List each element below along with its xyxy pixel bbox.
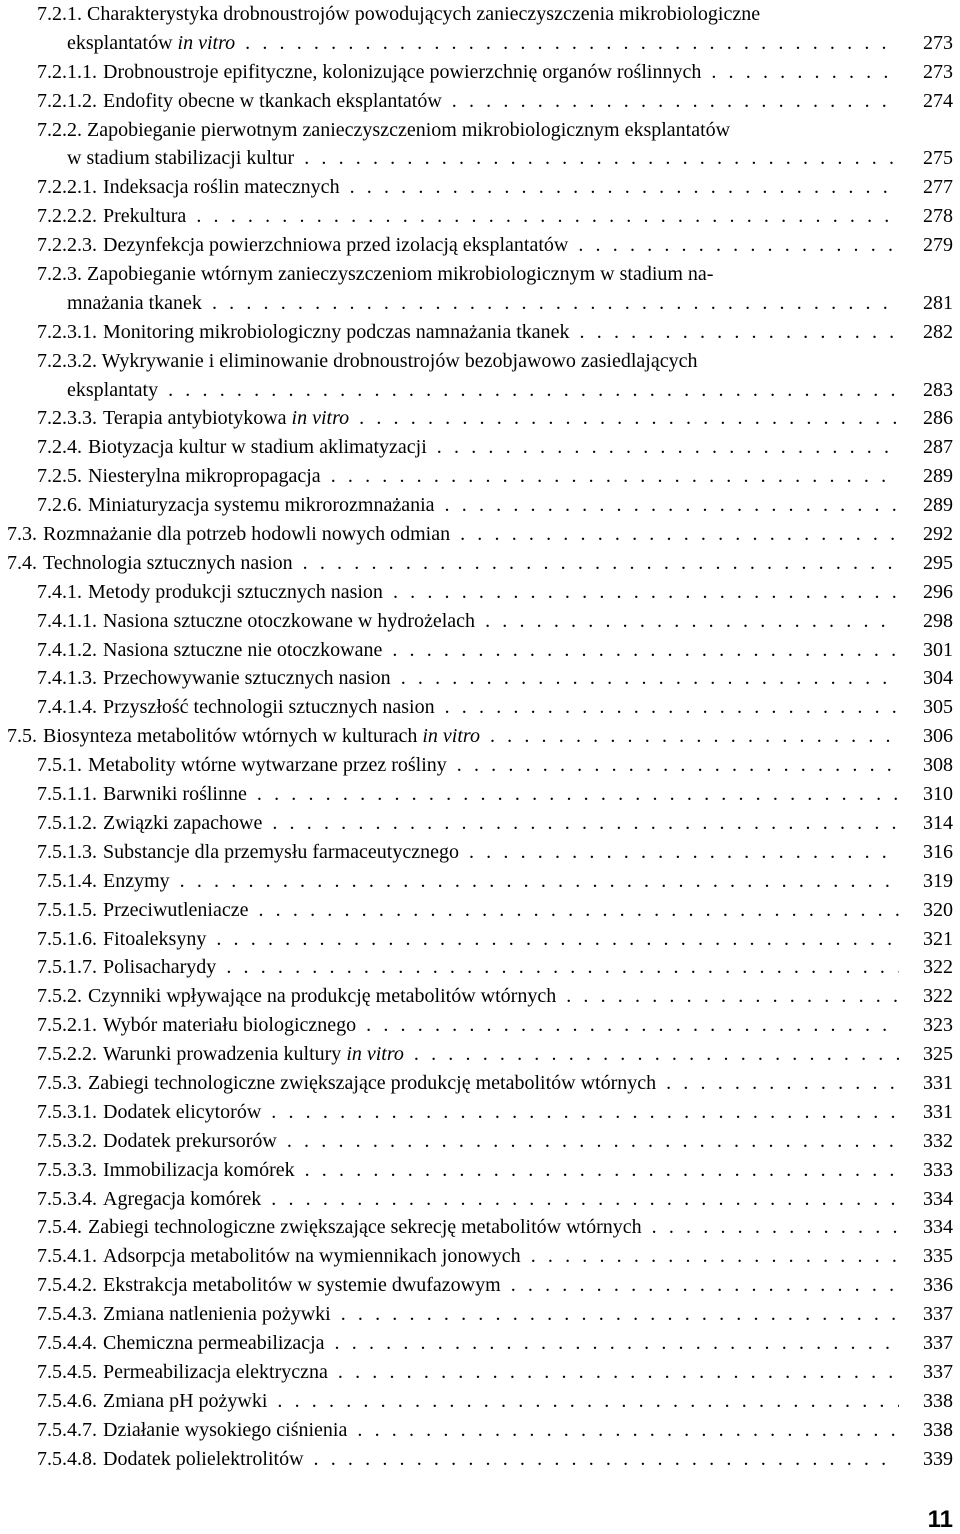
toc-entry — [7, 982, 957, 1011]
toc-entry-title — [88, 1069, 656, 1098]
toc-entry-number: 7.5.1.6. — [37, 927, 97, 950]
dot-leader — [414, 1040, 899, 1069]
dot-leader — [304, 144, 899, 173]
toc-entry-page: 316 — [923, 840, 953, 863]
toc-entry-number: 7.2.4. — [37, 436, 82, 459]
toc-entry-number: 7.5.4.5. — [37, 1360, 97, 1383]
toc-entry — [7, 867, 957, 896]
dot-leader — [212, 289, 899, 318]
toc-entry-title — [103, 202, 186, 231]
toc-entry-italic-text: in vitro — [177, 31, 236, 54]
toc-entry-page: 322 — [923, 985, 953, 1008]
toc-entry-number: 7.5.1.7. — [37, 956, 97, 979]
toc-entry-title-text: Chemiczna permeabilizacja — [103, 1331, 325, 1354]
toc-entry — [7, 462, 957, 491]
toc-entry-number: 7.5.1.4. — [37, 869, 97, 892]
toc-entry-title — [88, 751, 447, 780]
toc-entry-page: 281 — [923, 291, 953, 314]
dot-leader — [359, 404, 899, 433]
toc-entry-title — [103, 231, 568, 260]
toc-entry-page: 273 — [923, 31, 953, 54]
toc-entry — [7, 404, 957, 433]
toc-entry-page: 337 — [923, 1331, 953, 1354]
toc-entry-number: 7.4.1.4. — [37, 696, 97, 719]
dot-leader — [335, 1329, 899, 1358]
dot-leader — [314, 1445, 899, 1474]
dot-leader — [580, 318, 899, 347]
toc-entry-title-text: Technologia sztucznych nasion — [43, 551, 293, 574]
toc-entry-title-text: Drobnoustroje epifityczne, kolonizujące powierzchnię organów roślinnych — [103, 60, 702, 83]
toc-entry-number: 7.5.4. — [37, 1216, 82, 1239]
toc-entry-title — [43, 549, 293, 578]
toc-entry-number: 7.5.1.5. — [37, 898, 97, 921]
toc-entry-number: 7.5.3.3. — [37, 1158, 97, 1181]
toc-entry-title-text: Czynniki wpływające na produkcję metabolitów wtórnych — [88, 985, 557, 1008]
toc-entry-page: 298 — [923, 609, 953, 632]
toc-entry-title: Wykrywanie i eliminowanie drobnoustrojów bezobjawowo zasiedlających — [101, 349, 698, 372]
toc-entry-number: 7.5.4.8. — [37, 1447, 97, 1470]
toc-entry — [7, 1127, 957, 1156]
toc-entry-title — [103, 1040, 404, 1069]
toc-entry-page: 286 — [923, 407, 953, 430]
dot-leader — [180, 867, 899, 896]
table-of-contents — [7, 0, 957, 1473]
dot-leader — [357, 1416, 899, 1445]
toc-entry-title-text: Monitoring mikrobiologiczny podczas namnażania tkanek — [103, 320, 570, 343]
toc-entry-number: 7.2.1.2. — [37, 89, 97, 112]
toc-entry-page: 331 — [923, 1071, 953, 1094]
toc-entry-title — [103, 1098, 261, 1127]
toc-entry-number: 7.5.4.2. — [37, 1274, 97, 1297]
dot-leader — [392, 636, 899, 665]
toc-entry-title — [103, 636, 382, 665]
toc-entry-title — [103, 318, 570, 347]
toc-entry-page: 282 — [923, 320, 953, 343]
toc-entry-page: 334 — [923, 1187, 953, 1210]
toc-entry-title — [103, 1185, 261, 1214]
toc-entry-italic-text: in vitro — [422, 725, 480, 748]
page-number: 11 — [927, 1506, 953, 1533]
toc-entry-title: Charakterystyka drobnoustrojów powodujących zanieczyszczenia mikrobiologiczne — [87, 3, 761, 25]
toc-entry-title-text: Zmiana pH pożywki — [103, 1389, 268, 1412]
toc-entry-title — [103, 925, 206, 954]
dot-leader — [168, 376, 899, 405]
toc-entry-title-text: Dodatek prekursorów — [103, 1129, 277, 1152]
toc-entry-title — [103, 664, 391, 693]
toc-entry-title — [103, 1300, 331, 1329]
toc-entry — [7, 1271, 957, 1300]
toc-entry-title-text: Prekultura — [103, 205, 187, 228]
toc-entry-title-text: Endofity obecne w tkankach eksplantatów — [103, 89, 442, 112]
toc-entry-italic-text: in vitro — [291, 407, 350, 430]
toc-entry-title — [103, 1358, 328, 1387]
toc-entry-page: 296 — [923, 580, 953, 603]
toc-entry-title — [103, 780, 247, 809]
toc-entry-page: 277 — [923, 176, 953, 199]
toc-entry — [7, 1213, 957, 1242]
toc-entry-page: 283 — [923, 378, 953, 401]
toc-entry-number: 7.2.2.3. — [37, 234, 97, 257]
toc-entry-title-text: Ekstrakcja metabolitów w systemie dwufazowym — [103, 1274, 501, 1297]
toc-entry — [7, 520, 957, 549]
toc-entry-number: 7.2.1. — [37, 3, 82, 25]
toc-entry-title-text: Przechowywanie sztucznych nasion — [103, 667, 391, 690]
toc-entry-title — [103, 1242, 521, 1271]
toc-entry-page: 274 — [923, 89, 953, 112]
toc-entry-title — [103, 1156, 295, 1185]
toc-entry-number: 7.2.2.1. — [37, 176, 97, 199]
toc-entry-number: 7.5.1.3. — [37, 840, 97, 863]
toc-entry — [7, 722, 957, 751]
dot-leader — [469, 838, 899, 867]
toc-entry-title — [88, 491, 435, 520]
toc-entry — [7, 809, 957, 838]
toc-entry-title-text: Metody produkcji sztucznych nasion — [88, 580, 383, 603]
dot-leader — [511, 1271, 899, 1300]
toc-entry-title-text: Dezynfekcja powierzchniowa przed izolacją eksplantatów — [103, 234, 569, 257]
toc-entry-number: 7.5.1.2. — [37, 811, 97, 834]
toc-entry-title — [43, 520, 450, 549]
toc-entry-title — [103, 173, 340, 202]
toc-entry — [7, 1445, 957, 1474]
toc-entry — [7, 202, 957, 231]
toc-entry-title-text: Indeksacja roślin matecznych — [103, 176, 340, 199]
toc-entry-title — [103, 607, 475, 636]
toc-entry-number: 7.2.3.1. — [37, 320, 97, 343]
toc-entry — [7, 925, 957, 954]
toc-entry — [7, 1387, 957, 1416]
toc-entry-title — [103, 953, 216, 982]
toc-entry-number: 7.4.1.2. — [37, 638, 97, 661]
toc-entry-title-text: Metabolity wtórne wytwarzane przez rośliny — [88, 754, 447, 777]
toc-entry — [7, 1329, 957, 1358]
dot-leader — [257, 780, 899, 809]
toc-entry-title-text: Agregacja komórek — [103, 1187, 262, 1210]
toc-entry-page: 338 — [923, 1418, 953, 1441]
toc-entry-title: Zapobieganie pierwotnym zanieczyszczeniom mikrobiologicznym eksplantatów — [87, 118, 731, 141]
dot-leader — [305, 1156, 899, 1185]
toc-entry-page: 322 — [923, 956, 953, 979]
dot-leader — [566, 982, 899, 1011]
dot-leader — [216, 925, 899, 954]
toc-entry-title — [103, 1416, 347, 1445]
toc-entry-number: 7.4.1. — [37, 580, 82, 603]
toc-entry-page: 306 — [923, 725, 953, 748]
toc-entry — [7, 58, 957, 87]
toc-entry-page: 314 — [923, 811, 953, 834]
toc-entry-number: 7.2.2.2. — [37, 205, 97, 228]
toc-entry-number: 7.2.1.1. — [37, 60, 97, 83]
toc-entry-page: 337 — [923, 1303, 953, 1326]
toc-entry-number: 7.5.3.4. — [37, 1187, 97, 1210]
toc-entry — [7, 318, 957, 347]
dot-leader — [338, 1358, 899, 1387]
toc-entry-title — [103, 809, 262, 838]
toc-entry-title-text: Adsorpcja metabolitów na wymiennikach jonowych — [103, 1245, 521, 1268]
toc-entry-page: 289 — [923, 494, 953, 517]
dot-leader — [578, 231, 899, 260]
dot-leader — [272, 809, 899, 838]
toc-entry-number: 7.3. — [7, 523, 37, 546]
dot-leader — [258, 896, 899, 925]
toc-entry-title — [103, 896, 248, 925]
toc-entry — [7, 433, 957, 462]
toc-entry — [7, 578, 957, 607]
toc-entry-title-text: Barwniki roślinne — [103, 783, 247, 806]
toc-entry-page: 308 — [923, 754, 953, 777]
toc-entry-page: 292 — [923, 523, 953, 546]
toc-entry — [7, 1358, 957, 1387]
toc-entry-page: 287 — [923, 436, 953, 459]
dot-leader — [711, 58, 899, 87]
dot-leader — [287, 1127, 899, 1156]
toc-entry-title — [43, 722, 480, 751]
toc-entry — [7, 0, 957, 58]
toc-entry — [7, 607, 957, 636]
toc-entry-number: 7.5.2.1. — [37, 1014, 97, 1037]
toc-entry — [7, 260, 957, 318]
toc-entry-number: 7.5.1. — [37, 754, 82, 777]
toc-entry-number: 7.4.1.3. — [37, 667, 97, 690]
toc-entry-title-text: eksplantatów — [67, 31, 178, 54]
toc-entry — [7, 87, 957, 116]
toc-entry-page: 335 — [923, 1245, 953, 1268]
dot-leader — [666, 1069, 899, 1098]
toc-entry-page: 338 — [923, 1389, 953, 1412]
dot-leader — [460, 520, 899, 549]
toc-entry-title-text: Niesterylna mikropropagacja — [88, 465, 321, 488]
toc-entry-page: 289 — [923, 465, 953, 488]
dot-leader — [457, 751, 899, 780]
toc-entry-title-text: Przeciwutleniacze — [103, 898, 249, 921]
toc-entry-page: 320 — [923, 898, 953, 921]
dot-leader — [393, 578, 899, 607]
toc-entry-title-text: Enzymy — [103, 869, 170, 892]
toc-entry-title-text: Polisacharydy — [103, 956, 217, 979]
toc-entry-page: 305 — [923, 696, 953, 719]
toc-entry-number: 7.5.3.2. — [37, 1129, 97, 1152]
toc-entry-title-text: Przyszłość technologii sztucznych nasion — [103, 696, 435, 719]
toc-entry-title — [103, 1011, 356, 1040]
toc-entry-title-continued — [67, 289, 202, 318]
toc-entry — [7, 1156, 957, 1185]
toc-entry-title-text: Biotyzacja kultur w stadium aklimatyzacji — [88, 436, 427, 459]
dot-leader — [350, 173, 899, 202]
toc-entry-page: 325 — [923, 1043, 953, 1066]
dot-leader — [437, 433, 899, 462]
toc-entry-page: 301 — [923, 638, 953, 661]
toc-entry-title: Zapobieganie wtórnym zanieczyszczeniom mikrobiologicznym w stadium na- — [87, 263, 714, 286]
toc-entry-title-continued — [67, 376, 158, 405]
dot-leader — [401, 664, 899, 693]
toc-entry — [7, 1242, 957, 1271]
toc-entry-title — [103, 87, 442, 116]
toc-entry-title — [88, 982, 556, 1011]
toc-entry-title-text: Nasiona sztuczne otoczkowane w hydrożelach — [103, 609, 476, 632]
toc-entry-title — [103, 1445, 304, 1474]
dot-leader — [445, 693, 899, 722]
dot-leader — [490, 722, 899, 751]
toc-entry-number: 7.5.3. — [37, 1071, 82, 1094]
toc-entry-title-text: Biosynteza metabolitów wtórnych w kulturach — [43, 725, 423, 748]
toc-entry — [7, 491, 957, 520]
toc-entry-title — [103, 1271, 501, 1300]
toc-entry-number: 7.5.4.6. — [37, 1389, 97, 1412]
dot-leader — [271, 1185, 899, 1214]
dot-leader — [485, 607, 899, 636]
toc-entry-title-text: Nasiona sztuczne nie otoczkowane — [103, 638, 383, 661]
dot-leader — [271, 1098, 899, 1127]
toc-entry-title-text: Warunki prowadzenia kultury — [103, 1043, 347, 1066]
toc-entry-number: 7.4. — [7, 551, 37, 574]
toc-entry — [7, 838, 957, 867]
toc-entry-page: 278 — [923, 205, 953, 228]
toc-entry — [7, 1098, 957, 1127]
toc-entry-page: 333 — [923, 1158, 953, 1181]
toc-entry-number: 7.2.5. — [37, 465, 82, 488]
toc-entry — [7, 896, 957, 925]
toc-entry — [7, 1300, 957, 1329]
toc-entry-title-text: Terapia antybiotykowa — [103, 407, 292, 430]
toc-entry-number: 7.2.3.3. — [37, 407, 97, 430]
dot-leader — [303, 549, 899, 578]
toc-entry — [7, 116, 957, 174]
toc-entry-page: 321 — [923, 927, 953, 950]
toc-entry-title — [103, 867, 170, 896]
toc-entry-page: 339 — [923, 1447, 953, 1470]
toc-entry-page: 334 — [923, 1216, 953, 1239]
toc-entry-title-text: Dodatek elicytorów — [103, 1100, 262, 1123]
toc-entry — [7, 173, 957, 202]
dot-leader — [245, 29, 899, 58]
toc-entry — [7, 751, 957, 780]
toc-entry-number: 7.5. — [7, 725, 37, 748]
toc-entry-title-text: Rozmnażanie dla potrzeb hodowli nowych odmian — [43, 523, 451, 546]
toc-entry — [7, 693, 957, 722]
toc-entry-page: 273 — [923, 60, 953, 83]
dot-leader — [331, 462, 899, 491]
toc-entry-title — [103, 1127, 277, 1156]
toc-entry-title-text: Immobilizacja komórek — [103, 1158, 295, 1181]
toc-entry-title-text: Miniaturyzacja systemu mikrorozmnażania — [88, 494, 435, 517]
toc-entry — [7, 1416, 957, 1445]
toc-entry-page: 337 — [923, 1360, 953, 1383]
toc-entry-title-continued — [67, 29, 235, 58]
toc-entry-title — [88, 433, 427, 462]
toc-entry — [7, 1011, 957, 1040]
toc-entry-title — [103, 404, 349, 433]
toc-entry-page: 336 — [923, 1274, 953, 1297]
toc-entry — [7, 636, 957, 665]
dot-leader — [445, 491, 899, 520]
toc-entry-number: 7.2.3. — [37, 263, 82, 286]
dot-leader — [531, 1242, 899, 1271]
toc-entry-number: 7.5.3.1. — [37, 1100, 97, 1123]
toc-entry — [7, 549, 957, 578]
toc-entry-page: 275 — [923, 147, 953, 170]
toc-entry-title — [88, 462, 321, 491]
dot-leader — [652, 1213, 899, 1242]
toc-entry-title-text: Permeabilizacja elektryczna — [103, 1360, 328, 1383]
toc-entry-title-continued — [67, 144, 294, 173]
toc-entry-page: 332 — [923, 1129, 953, 1152]
toc-entry-number: 7.5.4.1. — [37, 1245, 97, 1268]
toc-entry — [7, 953, 957, 982]
toc-entry-number: 7.5.4.4. — [37, 1331, 97, 1354]
toc-entry-number: 7.2.3.2. — [37, 349, 97, 372]
toc-entry-page: 310 — [923, 783, 953, 806]
toc-entry-italic-text: in vitro — [346, 1043, 404, 1066]
toc-entry — [7, 664, 957, 693]
dot-leader — [196, 202, 899, 231]
toc-entry-number: 7.5.2. — [37, 985, 82, 1008]
toc-entry-title-text: Zabiegi technologiczne zwiększające sekrecję metabolitów wtórnych — [88, 1216, 642, 1239]
toc-entry-page: 331 — [923, 1100, 953, 1123]
toc-entry — [7, 1040, 957, 1069]
toc-entry — [7, 347, 957, 405]
toc-entry-title — [103, 838, 459, 867]
toc-entry-title-text: Dodatek polielektrolitów — [103, 1447, 304, 1470]
dot-leader — [341, 1300, 899, 1329]
toc-entry-page: 295 — [923, 551, 953, 574]
toc-entry-title — [103, 1387, 267, 1416]
dot-leader — [366, 1011, 899, 1040]
toc-entry — [7, 780, 957, 809]
toc-entry-page: 319 — [923, 869, 953, 892]
toc-entry-title-text: Zmiana natlenienia pożywki — [103, 1303, 331, 1326]
toc-entry-number: 7.5.4.3. — [37, 1303, 97, 1326]
toc-entry-number: 7.4.1.1. — [37, 609, 97, 632]
toc-entry-number: 7.5.2.2. — [37, 1043, 97, 1066]
toc-entry-number: 7.2.6. — [37, 494, 82, 517]
toc-entry-title — [88, 578, 383, 607]
toc-entry-number: 7.5.1.1. — [37, 783, 97, 806]
toc-entry-title — [88, 1213, 642, 1242]
toc-entry-page: 279 — [923, 234, 953, 257]
toc-entry-title — [103, 1329, 325, 1358]
toc-entry-title-text: Działanie wysokiego ciśnienia — [103, 1418, 348, 1441]
toc-entry-page: 304 — [923, 667, 953, 690]
toc-entry-number: 7.2.2. — [37, 118, 82, 141]
toc-entry-number: 7.5.4.7. — [37, 1418, 97, 1441]
toc-entry-title-text: Związki zapachowe — [103, 811, 263, 834]
toc-entry-title — [103, 58, 701, 87]
toc-entry-title — [103, 693, 435, 722]
toc-entry-page: 323 — [923, 1014, 953, 1037]
dot-leader — [277, 1387, 899, 1416]
toc-entry-title-text: Wybór materiału biologicznego — [103, 1014, 357, 1037]
toc-entry-title-text: w stadium stabilizacji kultur — [67, 147, 295, 170]
dot-leader — [452, 87, 899, 116]
dot-leader — [226, 953, 899, 982]
toc-entry-title-text: Fitoaleksyny — [103, 927, 207, 950]
toc-entry-title-text: eksplantaty — [67, 378, 159, 401]
toc-entry-title-text: mnażania tkanek — [67, 291, 202, 314]
toc-entry — [7, 1069, 957, 1098]
toc-entry-title-text: Zabiegi technologiczne zwiększające produkcję metabolitów wtórnych — [88, 1071, 657, 1094]
toc-entry-title-text: Substancje dla przemysłu farmaceutycznego — [103, 840, 459, 863]
toc-entry — [7, 231, 957, 260]
toc-entry — [7, 1185, 957, 1214]
